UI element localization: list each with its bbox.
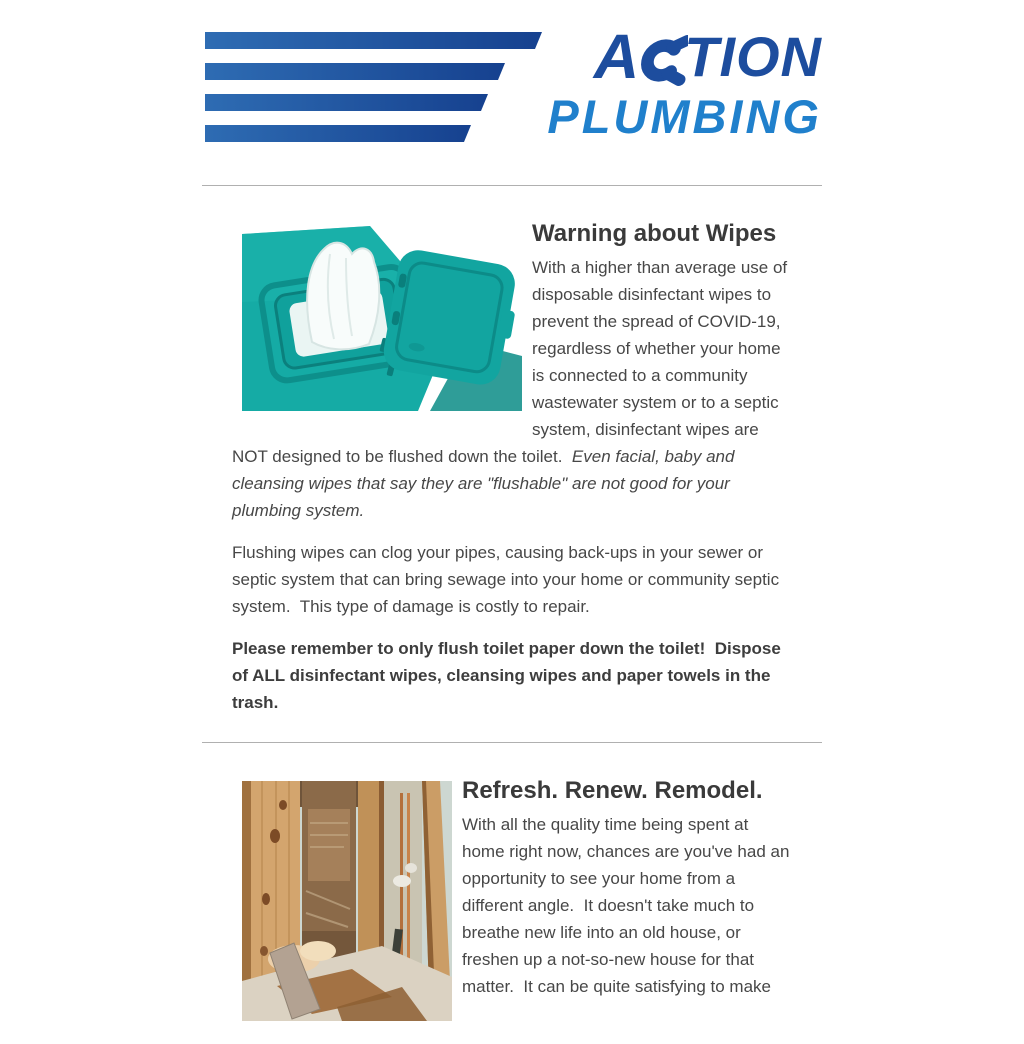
logo-letter-a: A <box>593 22 641 92</box>
wrench-icon <box>638 34 688 86</box>
action-plumbing-logo <box>202 20 822 166</box>
logo-text <box>547 24 822 142</box>
paragraph-text: With a higher than average use of disposable disinfectant wipes to prevent the spread of COVID-19, regardless of whether your home is connected to a community wastewater system or to a septic system, disinfectant wipes are NOT designed to be flushed down the toilet. <box>232 258 792 466</box>
logo-speed-stripes <box>205 20 565 166</box>
paragraph-italic-text: Even facial, baby and cleansing wipes that say they are "flushable" are not good for your plumbing system. <box>232 447 740 520</box>
email-body <box>202 20 822 1026</box>
remodel-photo <box>242 781 452 1021</box>
wipes-photo <box>242 224 522 411</box>
logo-word-plumbing: PLUMBING <box>547 90 822 143</box>
section-warning-about-wipes <box>202 186 822 742</box>
logo-stripe <box>205 63 505 80</box>
logo-stripe <box>205 125 471 142</box>
logo-stripe <box>205 94 488 111</box>
paragraph-bold: Please remember to only flush toilet paper down the toilet! Dispose of ALL disinfectant wipes, cleansing wipes and paper towels in the trash. <box>232 639 786 712</box>
logo-word-action-rest: TION <box>684 25 822 88</box>
logo-stripe <box>205 32 542 49</box>
paragraph: Flushing wipes can clog your pipes, causing back-ups in your sewer or septic system that can bring sewage into your home or community septic system. This type of damage is costly to repair. <box>232 543 784 616</box>
section-heading: Warning about Wipes <box>532 220 777 247</box>
paragraph: With all the quality time being spent at home right now, chances are you've had an opportunity to see your home from a different angle. It doesn't take much to breathe new life into an old house, or freshen up a not-so-new house for that matter. It can be quite satisfying to make <box>462 815 795 996</box>
logo-word-action <box>547 24 822 90</box>
section-heading: Refresh. Renew. Remodel. <box>462 777 763 804</box>
section-refresh-renew-remodel <box>202 743 822 1026</box>
